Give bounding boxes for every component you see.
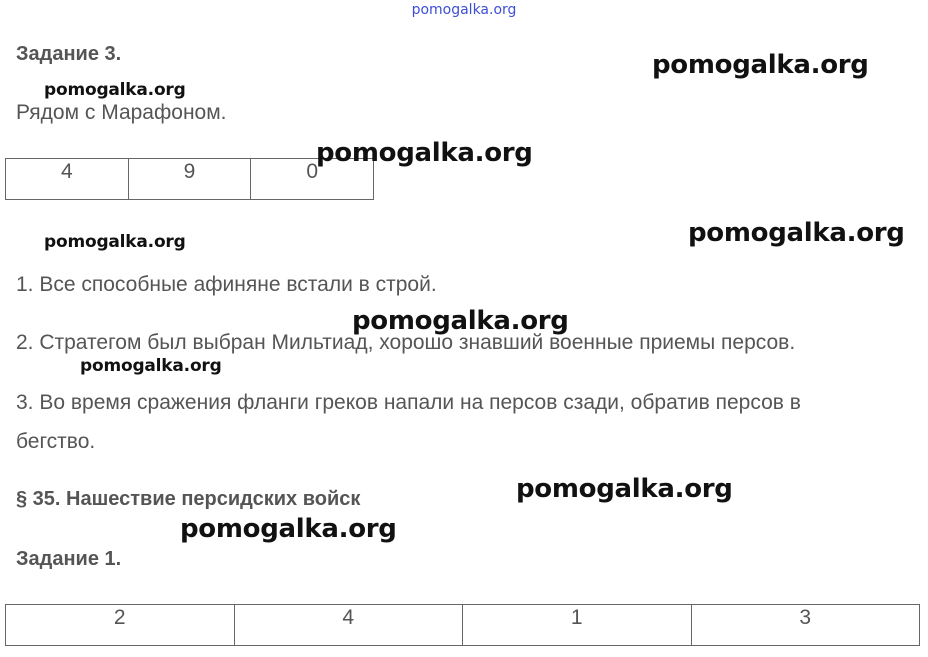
section-title: § 35. Нашествие персидских войск <box>16 488 361 510</box>
task1-cell-3: 1 <box>463 605 692 646</box>
watermark: pomogalka.org <box>44 232 186 252</box>
task3-cell-1: 4 <box>6 159 129 200</box>
task3-cell-2: 9 <box>128 159 251 200</box>
task3-point-3-cont: бегство. <box>16 430 96 453</box>
task3-point-3: 3. Во время сражения фланги греков напали на персов сзади, обратив персов в <box>16 391 801 414</box>
task3-point-1: 1. Все способные афиняне встали в строй. <box>16 273 437 296</box>
watermark: pomogalka.org <box>652 50 869 80</box>
task1-cell-2: 4 <box>234 605 463 646</box>
watermark: pomogalka.org <box>516 474 733 504</box>
watermark: pomogalka.org <box>180 514 397 544</box>
task1-answer-table <box>5 604 920 646</box>
task1-cell-1: 2 <box>6 605 235 646</box>
task3-cell-3: 0 <box>251 159 374 200</box>
task3-answer: Рядом с Марафоном. <box>16 101 227 124</box>
task3-point-2: 2. Стратегом был выбран Мильтиад, хорошо знавший военные приемы персов. <box>16 331 796 354</box>
watermark: pomogalka.org <box>352 306 569 336</box>
task3-heading: Задание 3. <box>16 43 122 65</box>
task1-heading: Задание 1. <box>16 548 122 570</box>
watermark: pomogalka.org <box>688 218 905 248</box>
watermark: pomogalka.org <box>44 80 186 100</box>
task1-cell-4: 3 <box>691 605 920 646</box>
watermark: pomogalka.org <box>316 138 533 168</box>
watermark: pomogalka.org <box>80 356 222 376</box>
site-link[interactable]: pomogalka.org <box>411 2 517 18</box>
